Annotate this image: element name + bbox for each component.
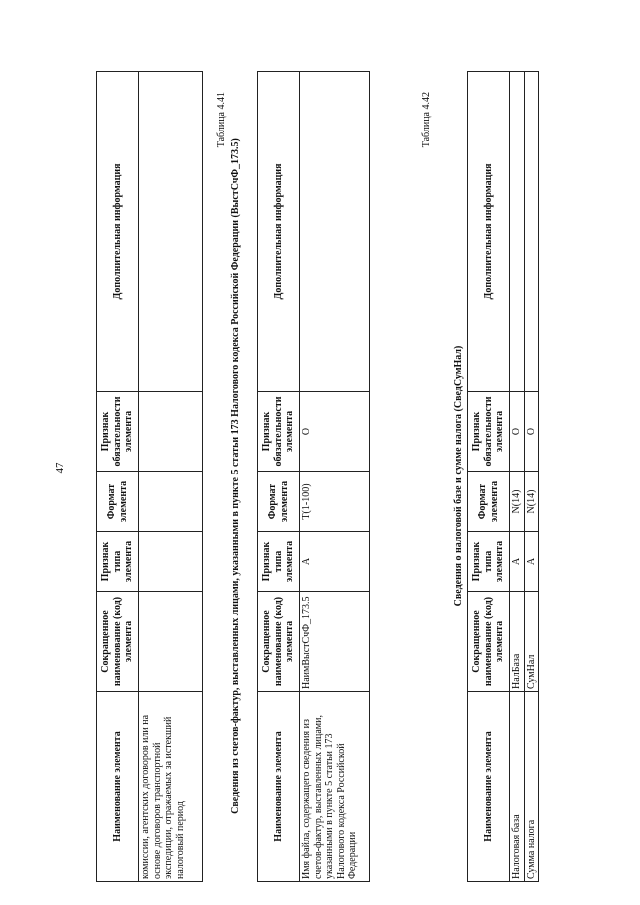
header-required: Признак обязательности элемента — [468, 392, 510, 472]
header-code: Сокращенное наименование (код) элемента — [97, 592, 139, 692]
table-441 — [257, 71, 370, 882]
header-code: Сокращенное наименование (код) элемента — [468, 592, 510, 692]
cell-type — [139, 532, 203, 592]
header-info: Дополнительная информация — [468, 72, 510, 392]
cell-format: N(14) — [510, 472, 525, 532]
cell-code: НалБаза — [510, 592, 525, 692]
cell-name: Имя файла, содержащего сведения из счетов-фактур, выставленных лицами, указанными в пункте 5 статьи 173 Налогового кодекса Российской Федерации — [300, 692, 370, 882]
table-title-441: Сведения из счетов-фактур, выставленных лицами, указанными в пункте 5 статьи 173 Налогового кодекса Российской Федерации (ВыстСчФ_173.5) — [230, 138, 241, 814]
header-required: Признак обязательности элемента — [258, 392, 300, 472]
cell-required — [139, 392, 203, 472]
landscape-content — [76, 52, 551, 882]
cell-type: А — [510, 532, 525, 592]
table-row — [139, 72, 203, 882]
cell-info — [300, 72, 370, 392]
cell-info — [510, 72, 525, 392]
header-name: Наименование элемента — [258, 692, 300, 882]
table-442 — [467, 71, 539, 882]
cell-type: А — [524, 532, 539, 592]
table-row — [524, 72, 539, 882]
header-code: Сокращенное наименование (код) элемента — [258, 592, 300, 692]
cell-required: О — [510, 392, 525, 472]
header-required: Признак обязательности элемента — [97, 392, 139, 472]
cell-type: А — [300, 532, 370, 592]
cell-format: T(1-100) — [300, 472, 370, 532]
cell-required: О — [300, 392, 370, 472]
header-info: Дополнительная информация — [97, 72, 139, 392]
cell-required: О — [524, 392, 539, 472]
cell-code — [139, 592, 203, 692]
table-row — [510, 72, 525, 882]
cell-name: комиссии, агентских договоров или на основе договоров транспортной экспедиции, отражаемых за истекший налоговый период — [139, 692, 203, 882]
cell-format — [139, 472, 203, 532]
cell-info — [139, 72, 203, 392]
header-format: Формат элемента — [468, 472, 510, 532]
header-format: Формат элемента — [97, 472, 139, 532]
header-name: Наименование элемента — [468, 692, 510, 882]
header-type: Признак типа элемента — [97, 532, 139, 592]
header-info: Дополнительная информация — [258, 72, 300, 392]
page-number: 47 — [54, 462, 66, 474]
header-type: Признак типа элемента — [468, 532, 510, 592]
cell-info — [524, 72, 539, 392]
cell-name: Налоговая база — [510, 692, 525, 882]
table-caption-442: Таблица 4.42 — [421, 92, 432, 148]
table-row — [300, 72, 370, 882]
cell-code: НаимВыстСчФ_173.5 — [300, 592, 370, 692]
table-caption-441: Таблица 4.41 — [216, 92, 227, 148]
cell-format: N(14) — [524, 472, 539, 532]
cell-name: Сумма налога — [524, 692, 539, 882]
header-type: Признак типа элемента — [258, 532, 300, 592]
table-title-442: Сведения о налоговой базе и сумме налога (СведСумНал) — [453, 345, 464, 607]
header-name: Наименование элемента — [97, 692, 139, 882]
header-format: Формат элемента — [258, 472, 300, 532]
table-continuation — [96, 71, 203, 882]
cell-code: СумНал — [524, 592, 539, 692]
